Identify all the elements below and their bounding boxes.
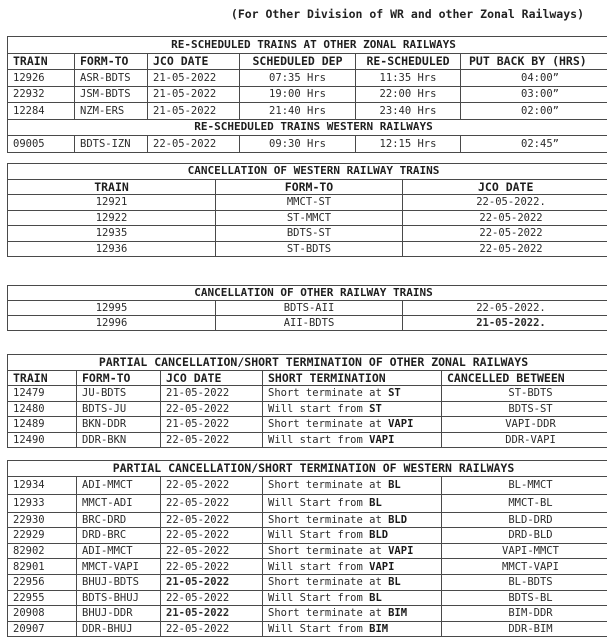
train-number: 09005 (8, 136, 75, 153)
from-to: ST-MMCT (216, 210, 403, 226)
termination-text: Short terminate at (268, 545, 388, 557)
train-number: 12936 (8, 241, 216, 257)
cancelled-between: MMCT-BL (442, 494, 607, 512)
from-to: DRD-BRC (77, 528, 161, 544)
train-number: 12922 (8, 210, 216, 226)
from-to: MMCT-ST (216, 195, 403, 211)
short-termination (263, 432, 442, 448)
table-row (8, 226, 607, 242)
short-termination (263, 606, 442, 622)
termination-text: Will start from (268, 434, 369, 446)
cancelled-between: DRD-BLD (442, 528, 607, 544)
table-title: CANCELLATION OF WESTERN RAILWAY TRAINS (8, 164, 607, 180)
termination-text: Will start from (268, 403, 369, 415)
short-termination (263, 559, 442, 575)
termination-text: Will start from (268, 561, 369, 573)
termination-station: ST (369, 403, 382, 415)
jco-date: 22-05-2022 (161, 432, 263, 448)
table-row (8, 606, 607, 622)
table-row (8, 574, 607, 590)
jco-date: 22-05-2022. (403, 301, 607, 316)
train-number: 12479 (8, 386, 77, 402)
termination-text: Short terminate at (268, 576, 388, 588)
table-row (8, 241, 607, 257)
termination-station: VAPI (369, 434, 394, 446)
termination-text: Will Start from (268, 529, 369, 541)
table-row (8, 316, 607, 331)
scheduled-dep: 21:40 Hrs (240, 103, 356, 120)
termination-station: BL (388, 479, 401, 491)
train-number: 12490 (8, 432, 77, 448)
table-row (8, 195, 607, 211)
table-row (8, 301, 607, 316)
short-termination (263, 528, 442, 544)
table-title: CANCELLATION OF OTHER RAILWAY TRAINS (8, 286, 607, 301)
column-header: JCO DATE (148, 53, 240, 70)
table-title: PARTIAL CANCELLATION/SHORT TERMINATION OF WESTERN RAILWAYS (8, 461, 607, 477)
table-row (8, 476, 607, 494)
termination-station: BIM (369, 623, 388, 635)
termination-station: VAPI (388, 418, 413, 430)
train-number: 12935 (8, 226, 216, 242)
short-termination (263, 386, 442, 402)
table-title: RE-SCHEDULED TRAINS AT OTHER ZONAL RAILWAYS (8, 37, 607, 54)
termination-station: BLD (388, 514, 407, 526)
cancelled-between: DDR-VAPI (442, 432, 607, 448)
re-scheduled: 11:35 Hrs (356, 70, 461, 87)
cancelled-between: VAPI-DDR (442, 417, 607, 433)
from-to: BDTS-ST (216, 226, 403, 242)
table-subtitle: RE-SCHEDULED TRAINS WESTERN RAILWAYS (8, 119, 607, 136)
termination-text: Will Start from (268, 623, 369, 635)
re-scheduled: 22:00 Hrs (356, 86, 461, 103)
cancelled-between: BL-MMCT (442, 476, 607, 494)
cancelled-between: MMCT-VAPI (442, 559, 607, 575)
table-row (8, 210, 607, 226)
from-to: BHUJ-DDR (77, 606, 161, 622)
cancelled-between: BIM-DDR (442, 606, 607, 622)
from-to: ADI-MMCT (77, 543, 161, 559)
table-title: PARTIAL CANCELLATION/SHORT TERMINATION OF OTHER ZONAL RAILWAYS (8, 355, 607, 371)
termination-text: Will Start from (268, 497, 369, 509)
termination-station: VAPI (369, 561, 394, 573)
jco-date: 21-05-2022 (148, 103, 240, 120)
column-header: RE-SCHEDULED (356, 53, 461, 70)
scheduled-dep: 19:00 Hrs (240, 86, 356, 103)
jco-date: 21-05-2022. (403, 316, 607, 331)
jco-date: 22-05-2022. (403, 195, 607, 211)
train-number: 82902 (8, 543, 77, 559)
termination-text: Short terminate at (268, 607, 388, 619)
table-row (8, 417, 607, 433)
partial-cancellation-western-table (7, 460, 607, 637)
jco-date: 22-05-2022 (403, 241, 607, 257)
column-header: FORM-TO (75, 53, 148, 70)
train-number: 22930 (8, 512, 77, 528)
from-to: JSM-BDTS (75, 86, 148, 103)
column-header: FORM-TO (77, 370, 161, 386)
short-termination (263, 543, 442, 559)
jco-date: 22-05-2022 (161, 494, 263, 512)
put-back-by: 02:00” (461, 103, 607, 120)
table-row (8, 543, 607, 559)
train-number: 12489 (8, 417, 77, 433)
table-row (8, 528, 607, 544)
table-row (8, 86, 607, 103)
from-to: MMCT-ADI (77, 494, 161, 512)
jco-date: 22-05-2022 (148, 136, 240, 153)
table-row (8, 432, 607, 448)
from-to: ASR-BDTS (75, 70, 148, 87)
termination-station: BLD (369, 529, 388, 541)
table-row (8, 401, 607, 417)
jco-date: 22-05-2022 (161, 476, 263, 494)
jco-date: 22-05-2022 (403, 226, 607, 242)
termination-text: Will Start from (268, 592, 369, 604)
table-row (8, 559, 607, 575)
train-number: 22932 (8, 86, 75, 103)
column-header: FORM-TO (216, 179, 403, 195)
from-to: MMCT-VAPI (77, 559, 161, 575)
from-to: JU-BDTS (77, 386, 161, 402)
column-header: JCO DATE (403, 179, 607, 195)
termination-station: ST (388, 387, 401, 399)
column-header: PUT BACK BY (HRS) (461, 53, 607, 70)
column-header: JCO DATE (161, 370, 263, 386)
termination-station: VAPI (388, 545, 413, 557)
from-to: BDTS-BHUJ (77, 590, 161, 606)
jco-date: 22-05-2022 (161, 401, 263, 417)
from-to: BRC-DRD (77, 512, 161, 528)
put-back-by: 04:00” (461, 70, 607, 87)
jco-date: 22-05-2022 (161, 512, 263, 528)
cancelled-between: DDR-BIM (442, 621, 607, 637)
jco-date: 21-05-2022 (148, 86, 240, 103)
short-termination (263, 494, 442, 512)
termination-station: BL (369, 592, 382, 604)
rescheduled-trains-table (7, 36, 607, 153)
train-number: 12996 (8, 316, 216, 331)
cancelled-between: BL-BDTS (442, 574, 607, 590)
cancelled-between: BDTS-BL (442, 590, 607, 606)
termination-station: BIM (388, 607, 407, 619)
scheduled-dep: 09:30 Hrs (240, 136, 356, 153)
table-row (8, 590, 607, 606)
train-number: 12284 (8, 103, 75, 120)
partial-cancellation-other-table (7, 354, 607, 448)
cancelled-between: ST-BDTS (442, 386, 607, 402)
from-to: BDTS-IZN (75, 136, 148, 153)
put-back-by: 02:45” (461, 136, 607, 153)
from-to: BDTS-AII (216, 301, 403, 316)
from-to: BDTS-JU (77, 401, 161, 417)
column-header: TRAIN (8, 53, 75, 70)
column-header: TRAIN (8, 179, 216, 195)
jco-date: 22-05-2022 (161, 621, 263, 637)
termination-text: Short terminate at (268, 479, 388, 491)
jco-date: 21-05-2022 (161, 386, 263, 402)
cancelled-between: BLD-DRD (442, 512, 607, 528)
table-row (8, 70, 607, 87)
short-termination (263, 476, 442, 494)
document-subtitle: (For Other Division of WR and other Zonal Railways) (0, 7, 584, 21)
train-number: 12921 (8, 195, 216, 211)
table-row (8, 103, 607, 120)
cancelled-between: BDTS-ST (442, 401, 607, 417)
short-termination (263, 401, 442, 417)
from-to: DDR-BKN (77, 432, 161, 448)
termination-text: Short terminate at (268, 514, 388, 526)
train-number: 22929 (8, 528, 77, 544)
cancellation-western-table (7, 163, 607, 257)
from-to: DDR-BHUJ (77, 621, 161, 637)
jco-date: 21-05-2022 (161, 574, 263, 590)
scheduled-dep: 07:35 Hrs (240, 70, 356, 87)
termination-text: Short terminate at (268, 387, 388, 399)
train-number: 20908 (8, 606, 77, 622)
termination-text: Short terminate at (268, 418, 388, 430)
jco-date: 22-05-2022 (161, 559, 263, 575)
from-to: NZM-ERS (75, 103, 148, 120)
table-row (8, 512, 607, 528)
table-row (8, 494, 607, 512)
train-number: 12480 (8, 401, 77, 417)
re-scheduled: 12:15 Hrs (356, 136, 461, 153)
short-termination (263, 574, 442, 590)
jco-date: 21-05-2022 (161, 417, 263, 433)
train-number: 22956 (8, 574, 77, 590)
from-to: BKN-DDR (77, 417, 161, 433)
termination-station: BL (369, 497, 382, 509)
jco-date: 21-05-2022 (148, 70, 240, 87)
jco-date: 21-05-2022 (161, 606, 263, 622)
column-header: SHORT TERMINATION (263, 370, 442, 386)
from-to: AII-BDTS (216, 316, 403, 331)
jco-date: 22-05-2022 (161, 543, 263, 559)
short-termination (263, 512, 442, 528)
jco-date: 22-05-2022 (161, 528, 263, 544)
train-number: 12926 (8, 70, 75, 87)
from-to: ST-BDTS (216, 241, 403, 257)
table-row (8, 621, 607, 637)
short-termination (263, 590, 442, 606)
table-row (8, 136, 607, 153)
short-termination (263, 621, 442, 637)
train-number: 12934 (8, 476, 77, 494)
train-number: 20907 (8, 621, 77, 637)
re-scheduled: 23:40 Hrs (356, 103, 461, 120)
from-to: BHUJ-BDTS (77, 574, 161, 590)
column-header: TRAIN (8, 370, 77, 386)
train-number: 12995 (8, 301, 216, 316)
column-header: CANCELLED BETWEEN (442, 370, 607, 386)
short-termination (263, 417, 442, 433)
put-back-by: 03:00” (461, 86, 607, 103)
jco-date: 22-05-2022 (161, 590, 263, 606)
column-header: SCHEDULED DEP (240, 53, 356, 70)
train-number: 22955 (8, 590, 77, 606)
termination-station: BL (388, 576, 401, 588)
cancelled-between: VAPI-MMCT (442, 543, 607, 559)
train-number: 12933 (8, 494, 77, 512)
table-row (8, 386, 607, 402)
jco-date: 22-05-2022 (403, 210, 607, 226)
cancellation-other-table (7, 285, 607, 331)
from-to: ADI-MMCT (77, 476, 161, 494)
train-number: 82901 (8, 559, 77, 575)
